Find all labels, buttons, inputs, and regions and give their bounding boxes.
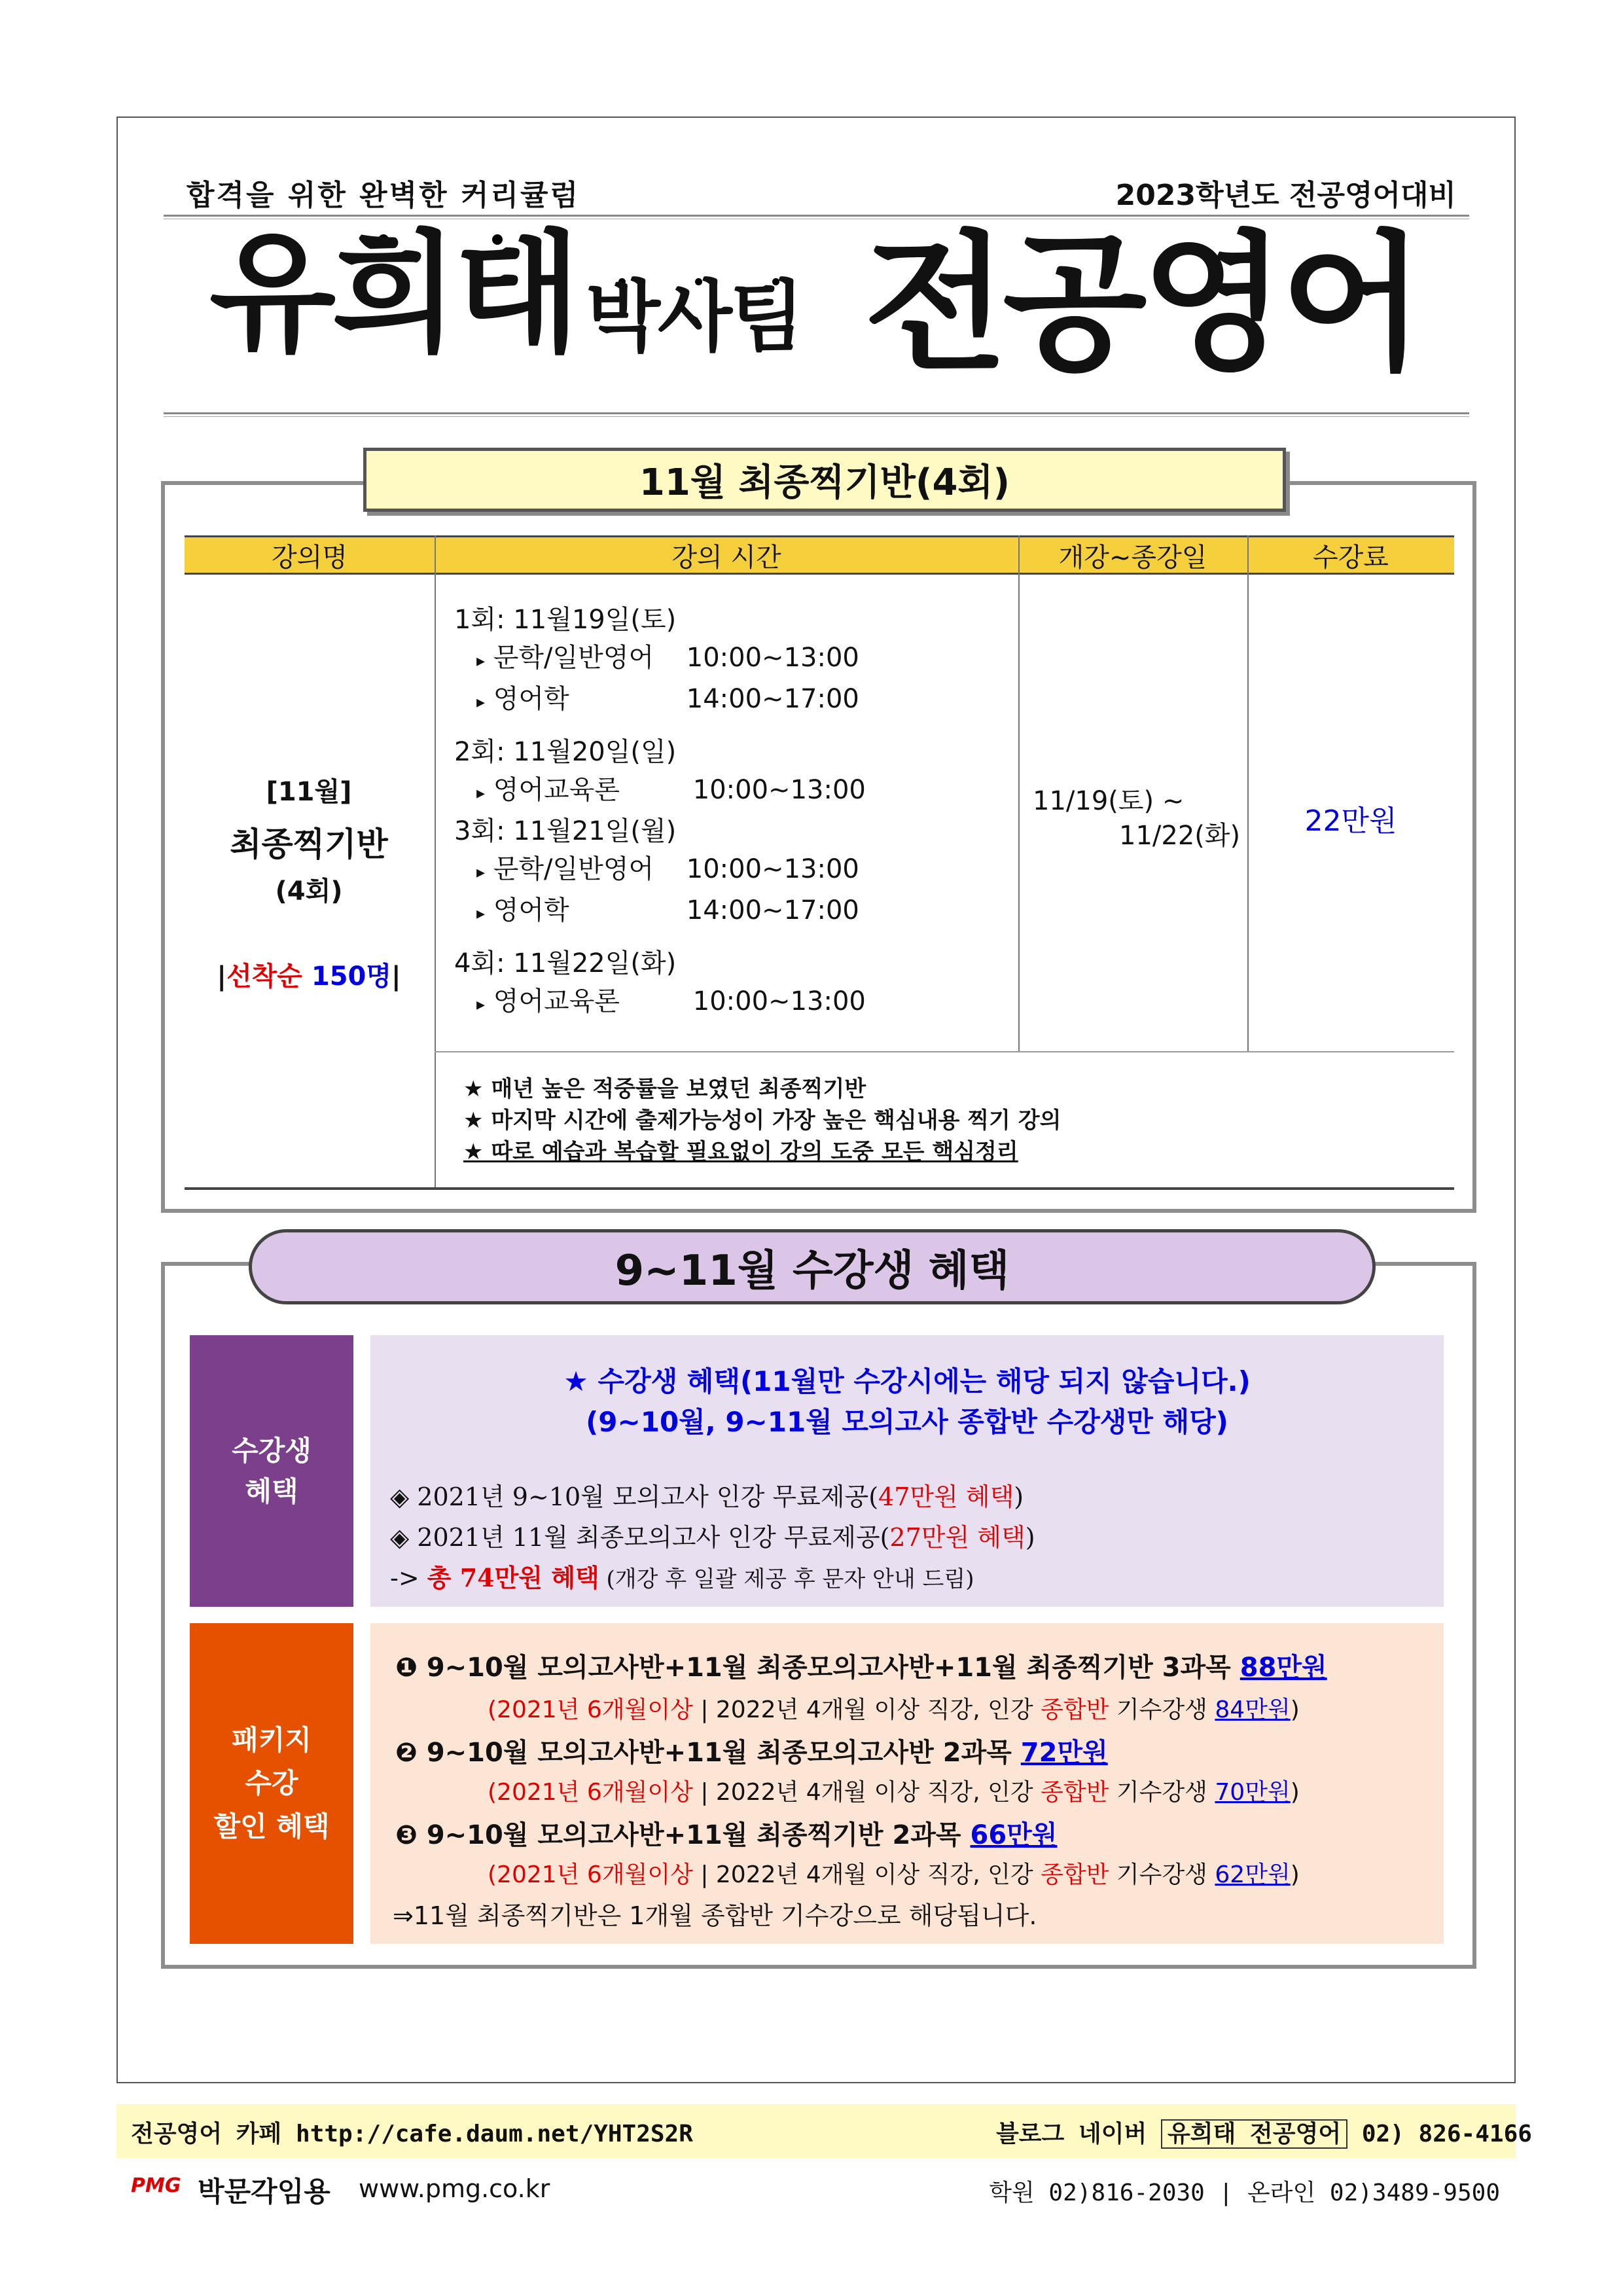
online-phone: 온라인 02)3489-9500 — [1247, 2179, 1500, 2206]
period-start: 11/19(토) ~ — [1033, 786, 1185, 816]
capacity-prefix: 선착순 — [226, 961, 302, 992]
table-divider — [1247, 535, 1249, 1051]
package-footnote: ⇒11월 최종찍기반은 1개월 종합반 기수강으로 해당됩니다. — [393, 1901, 1037, 1930]
session-title: 2회: 11월20일(일) — [454, 737, 677, 767]
session-item: ▸ 영어학 14:00~17:00 — [476, 684, 859, 714]
capacity-count: 150명 — [311, 961, 391, 992]
blog-label: 블로그 네이버 — [996, 2121, 1147, 2147]
session-title: 4회: 11월22일(화) — [454, 948, 677, 978]
course-month: [11월] — [266, 777, 352, 807]
benefit-section-title: 9~11월 수강생 혜택 — [249, 1229, 1376, 1304]
package-option-3: ❸ 9~10월 모의고사반+11월 최종찍기반 2과목 66만원 — [395, 1820, 1058, 1850]
table-divider — [1018, 535, 1020, 1051]
website-link[interactable]: www.pmg.co.kr — [359, 2174, 550, 2203]
cafe-info — [131, 2115, 693, 2149]
col-course-name: 강의명 — [272, 542, 348, 573]
contact-info: 학원 02)816-2030 | 온라인 02)3489-9500 — [989, 2179, 1500, 2206]
session-title: 1회: 11월19일(토) — [454, 605, 677, 635]
package-option-1: ❶ 9~10월 모의고사반+11월 최종모의고사반+11월 최종찍기반 3과목 88만원 — [395, 1653, 1327, 1683]
session-title: 3회: 11월21일(월) — [454, 816, 677, 846]
benefit-subheading: (9~10월, 9~11월 모의고사 종합반 수강생만 해당) — [586, 1406, 1228, 1438]
company-name: 박문각임용 — [198, 2176, 330, 2208]
period-end: 11/22(화) — [1119, 821, 1241, 851]
note-line: ★ 마지막 시간에 출제가능성이 가장 높은 핵심내용 찍기 강의 — [463, 1107, 1061, 1134]
benefit-total: -> 총 74만원 혜택 (개강 후 일괄 제공 후 문자 안내 드림) — [390, 1563, 974, 1592]
package-label: 패키지 수강 할인 혜택 — [190, 1623, 353, 1944]
course-section-title: 11월 최종찍기반(4회) — [363, 448, 1286, 512]
col-period: 개강~종강일 — [1058, 542, 1207, 573]
brand-team: 박사팀 — [586, 272, 802, 362]
benefit-item: ◈ 2021년 11월 최종모의고사 인강 무료제공(27만원 혜택) — [390, 1523, 1035, 1552]
course-name: 최종찍기반 — [230, 825, 388, 863]
package-option-2: ❷ 9~10월 모의고사반+11월 최종모의고사반 2과목 72만원 — [395, 1738, 1108, 1768]
session-item: ▸ 영어교육론 10:00~13:00 — [476, 775, 866, 805]
blog-name[interactable]: 유희태 전공영어 — [1161, 2119, 1347, 2149]
student-benefit-label: 수강생 혜택 — [190, 1335, 353, 1607]
pmg-logo: PMG — [131, 2174, 181, 2197]
session-item: ▸ 문학/일반영어 10:00~13:00 — [476, 643, 859, 673]
blog-info — [996, 2115, 1532, 2149]
blog-phone: 02) 826-4166 — [1361, 2121, 1532, 2147]
academy-phone: 학원 02)816-2030 — [989, 2179, 1205, 2206]
capacity-badge: |선착순 150명| — [217, 961, 401, 992]
note-line: ★ 매년 높은 적중률을 보였던 최종찍기반 — [463, 1076, 866, 1102]
benefit-item: ◈ 2021년 9~10월 모의고사 인강 무료제공(47만원 혜택) — [390, 1482, 1024, 1511]
session-item: ▸ 영어학 14:00~17:00 — [476, 895, 859, 925]
brand-subject: 전공영어 — [864, 217, 1419, 391]
package-condition-3: (2021년 6개월이상 | 2022년 4개월 이상 직강, 인강 종합반 기수강생 62만원) — [488, 1861, 1300, 1888]
col-lecture-time: 강의 시간 — [671, 542, 781, 573]
package-condition-1: (2021년 6개월이상 | 2022년 4개월 이상 직강, 인강 종합반 기수강생 84만원) — [488, 1696, 1300, 1723]
table-divider — [435, 1051, 1454, 1052]
cafe-link[interactable]: http://cafe.daum.net/YHT2S2R — [296, 2121, 693, 2147]
session-item: ▸ 문학/일반영어 10:00~13:00 — [476, 854, 859, 884]
header-divider-bottom — [164, 412, 1469, 417]
table-header — [185, 535, 1454, 575]
brand-name: 유희태 — [209, 218, 577, 370]
table-bottom-border — [185, 1187, 1454, 1190]
course-fee: 22만원 — [1304, 804, 1397, 838]
year-label: 2023학년도 전공영어대비 — [1115, 179, 1456, 212]
session-list — [454, 601, 866, 1024]
benefit-heading: ★ 수강생 혜택(11월만 수강시에는 해당 되지 않습니다.) — [563, 1365, 1251, 1397]
package-condition-2: (2021년 6개월이상 | 2022년 4개월 이상 직강, 인강 종합반 기수강생 70만원) — [488, 1779, 1300, 1806]
col-fee: 수강료 — [1313, 542, 1389, 573]
table-divider — [435, 535, 436, 1189]
cafe-label: 전공영어 카페 — [131, 2121, 282, 2147]
course-sessions-count: (4회) — [275, 876, 343, 906]
session-item: ▸ 영어교육론 10:00~13:00 — [476, 986, 866, 1016]
course-notes — [463, 1073, 1061, 1168]
note-line: ★ 따로 예습과 복습할 필요없이 강의 도중 모든 핵심정리 — [463, 1139, 1018, 1165]
tagline: 합격을 위한 완벽한 커리큘럼 — [187, 179, 580, 212]
